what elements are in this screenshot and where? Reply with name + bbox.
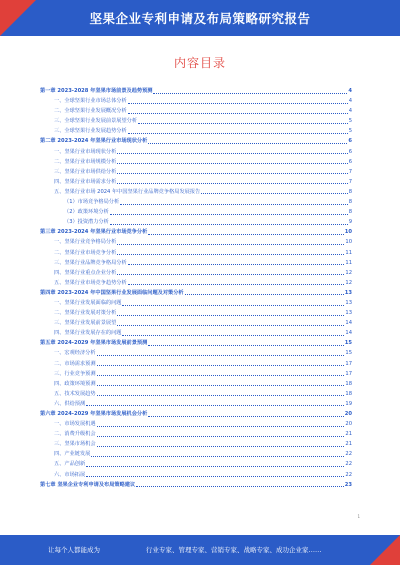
page-number: 1 [357,514,360,519]
toc-leader-dots [117,173,347,174]
toc-entry-page: 22 [345,451,352,458]
toc-leader-dots [117,325,344,326]
toc-entry-page: 23 [344,481,352,488]
toc-leader-dots [128,103,348,104]
toc-entry-page: 6 [348,148,352,155]
toc-entry-label: 三、行业竞争预测 [54,370,96,377]
toc-section-entry[interactable] [40,106,352,116]
toc-entry-page: 4 [348,88,352,94]
toc-entry-page: 13 [345,299,352,306]
toc-section-entry[interactable] [40,278,352,288]
toc-entry-label: 六、供给预测 [54,400,86,407]
toc-entry-page: 22 [345,471,352,478]
toc-entry-label: 三、坚果行业品牌竞争格局分析 [54,259,127,266]
toc-chapter-entry[interactable] [40,86,352,96]
toc-entry-label: 四、政策环境预测 [54,380,96,387]
toc-entry-label: 第三章 2023-2024 年坚果行业市场竞争分析 [40,229,148,236]
toc-entry-label: 五、坚果行业市场 2024 年中国坚果行业品牌竞争格局发展报告 [54,188,201,195]
toc-entry-page: 11 [345,259,352,266]
toc-leader-dots [86,476,344,477]
toc-leader-dots [97,375,345,376]
toc-entry-label: 四、坚果行业重点企业分析 [54,269,117,276]
toc-entry-label: 一、全球坚果行业市场总体分析 [54,98,127,105]
toc-section-entry[interactable] [40,389,352,399]
toc-leader-dots [201,193,347,194]
toc-entry-page: 6 [348,158,352,165]
toc-entry-label: 二、坚果行业市场竞争分析 [54,249,117,256]
toc-leader-dots [110,214,348,215]
toc-entry-page: 4 [348,98,352,105]
toc-chapter-entry[interactable] [40,338,352,348]
toc-leader-dots [97,355,345,356]
toc-section-entry[interactable] [40,429,352,439]
toc-entry-page: 22 [345,461,352,468]
toc-entry-page: 12 [345,279,352,286]
toc-entry-page: 17 [345,370,352,377]
toc-entry-label: 四、坚果行业市场需求分析 [54,178,117,185]
toc-entry-label: 第六章 2024-2029 年坚果市场发展机会分析 [40,411,148,417]
toc-entry-page: 15 [345,350,352,357]
toc-entry-page: 17 [345,360,352,367]
toc-entry-label: 一、坚果行业发展面临的问题 [54,299,122,306]
toc-leader-dots [148,416,343,417]
toc-entry-page: 10 [345,239,352,246]
toc-entry-page: 14 [345,320,352,327]
toc-entry-label: 二、坚果行业发展对策分析 [54,310,117,317]
toc-section-entry[interactable] [40,419,352,429]
toc-section-entry[interactable] [40,207,352,217]
toc-entry-page: 11 [345,249,352,256]
footer-roles: 行业专家、管理专家、营销专家、战略专家、成功企业家…… [146,546,322,554]
toc-entry-label: 二、市场需求预测 [54,360,96,367]
toc-entry-page: 21 [345,431,352,438]
toc-leader-dots [110,224,348,225]
toc-leader-dots [136,486,344,487]
toc-leader-dots [117,153,347,154]
toc-chapter-entry[interactable] [40,480,352,490]
toc-leader-dots [138,123,348,124]
toc-entry-page: 6 [348,138,352,145]
toc-section-entry[interactable] [40,258,352,268]
toc-section-entry[interactable] [40,116,352,126]
toc-entry-label: 五、产品创新 [54,461,86,468]
toc-section-entry[interactable] [40,459,352,469]
toc-entry-page: 20 [345,421,352,428]
toc-entry-label: 一、市场发展机遇 [54,421,96,428]
toc-leader-dots [120,204,348,205]
toc-chapter-entry[interactable] [40,227,352,237]
toc-section-entry[interactable] [40,268,352,278]
toc-leader-dots [128,284,345,285]
toc-leader-dots [153,93,347,94]
toc-leader-dots [117,163,347,164]
toc-leader-dots [122,305,344,306]
toc-entry-page: 18 [345,380,352,387]
toc-entry-label: 第二章 2023-2024 年坚果行业市场现状分析 [40,138,148,145]
toc-section-entry[interactable] [40,177,352,187]
toc-entry-page: 8 [348,199,352,206]
footer-red-corner [370,535,400,565]
toc-section-entry[interactable] [40,449,352,459]
toc-leader-dots [97,426,345,427]
toc-section-entry[interactable] [40,167,352,177]
toc-entry-page: 19 [345,400,352,407]
toc-leader-dots [97,385,345,386]
toc-leader-dots [122,335,344,336]
toc-leader-dots [97,436,345,437]
toc-leader-dots [148,234,343,235]
toc-entry-page: 21 [345,441,352,448]
toc-entry-page: 13 [344,289,352,296]
toc-entry-label: 三、坚果市场机会 [54,441,96,448]
report-title: 坚果企业专利申请及布局策略研究报告 [89,11,311,26]
toc-entry-label: 第四章 2023-2024 年中国坚果行业发展面临问题及对策分析 [40,289,184,296]
toc-section-entry[interactable] [40,237,352,247]
toc-leader-dots [86,466,344,467]
toc-leader-dots [97,365,345,366]
toc-entry-label: （1）市场竞争格局分析 [64,199,120,206]
toc-entry-page: 20 [344,411,352,417]
toc-leader-dots [91,456,344,457]
toc-section-entry[interactable] [40,470,352,480]
toc-entry-label: 五、技术发展趋势 [54,390,96,397]
toc-entry-page: 13 [345,310,352,317]
toc-section-entry[interactable] [40,318,352,328]
toc-entry-label: 五、坚果行业市场竞争趋势分析 [54,279,127,286]
toc-leader-dots [97,446,345,447]
toc-entry-page: 5 [348,128,352,135]
toc-entry-label: 三、全球坚果行业发展前景展望分析 [54,118,138,125]
toc-section-entry[interactable] [40,147,352,157]
toc-section-entry[interactable] [40,96,352,106]
toc-chapter-entry[interactable] [40,409,352,419]
toc-entry-label: 三、全球坚果行业发展趋势分析 [54,128,127,135]
toc-entry-page: 14 [345,330,352,337]
toc-entry-label: 一、坚果行业竞争格局分析 [54,239,117,246]
toc-section-entry[interactable] [40,379,352,389]
toc-entry-label: 六、市场拓展 [54,471,86,478]
toc-entry-page: 7 [348,168,352,175]
toc-chapter-entry[interactable] [40,136,352,146]
toc-section-entry[interactable] [40,248,352,258]
toc-leader-dots [117,274,344,275]
toc-section-entry[interactable] [40,359,352,369]
toc-leader-dots [117,183,347,184]
toc-entry-page: 5 [348,118,352,125]
toc-entry-label: （3）投资潜力分析 [64,219,109,226]
toc-section-entry[interactable] [40,197,352,207]
footer-slogan: 让每个人都能成为 [48,546,100,554]
toc-leader-dots [185,294,344,295]
toc-entry-page: 15 [344,340,352,347]
toc-entry-page: 4 [348,108,352,115]
toc-entry-label: 一、坚果行业市场现状分析 [54,148,117,155]
toc-leader-dots [148,345,343,346]
toc-leader-dots [97,395,345,396]
toc-entry-label: 二、坚果行业市场规模分析 [54,158,117,165]
toc-section-entry[interactable] [40,217,352,227]
toc-section-entry[interactable] [40,308,352,318]
toc-entry-page: 18 [345,390,352,397]
toc-entry-label: 第一章 2023-2028 年坚果市场前景及趋势预测 [40,88,153,94]
toc-section-entry[interactable] [40,399,352,409]
table-of-contents [40,86,352,490]
toc-leader-dots [86,405,344,406]
toc-entry-label: 第七章 坚果企业专利申请及布局策略建议 [40,481,136,488]
toc-entry-label: 四、产业链发展 [54,451,91,458]
toc-section-entry[interactable] [40,369,352,379]
toc-heading: 内容目录 [173,56,226,70]
page-header [0,0,400,36]
toc-section-entry[interactable] [40,348,352,358]
toc-entry-page: 12 [345,269,352,276]
toc-entry-page: 8 [348,209,352,216]
toc-entry-label: 三、坚果行业市场供给分析 [54,168,117,175]
toc-leader-dots [128,264,345,265]
toc-leader-dots [117,254,344,255]
toc-section-entry[interactable] [40,439,352,449]
toc-entry-page: 8 [348,188,352,195]
toc-entry-label: 四、坚果行业发展存在的问题 [54,330,122,337]
toc-leader-dots [128,113,348,114]
toc-section-entry[interactable] [40,328,352,338]
toc-section-entry[interactable] [40,126,352,136]
page-footer [0,535,400,565]
toc-leader-dots [128,133,348,134]
toc-entry-label: 二、消费升级机会 [54,431,96,438]
toc-entry-label: （2）政策环境分析 [64,209,109,216]
toc-entry-page: 9 [348,219,352,226]
toc-entry-label: 一、宏观经济分析 [54,350,96,357]
toc-entry-page: 10 [344,229,352,236]
toc-entry-label: 第五章 2024-2029 年坚果市场发展前景预测 [40,340,148,347]
toc-entry-label: 三、坚果行业发展前景展望 [54,320,117,327]
toc-section-entry[interactable] [40,298,352,308]
toc-entry-page: 7 [348,178,352,185]
toc-leader-dots [148,143,347,144]
toc-leader-dots [117,315,344,316]
toc-leader-dots [117,244,344,245]
toc-chapter-entry[interactable] [40,288,352,298]
toc-section-entry[interactable] [40,157,352,167]
toc-section-entry[interactable] [40,187,352,197]
toc-entry-label: 二、全球坚果行业发展概况分析 [54,108,127,115]
